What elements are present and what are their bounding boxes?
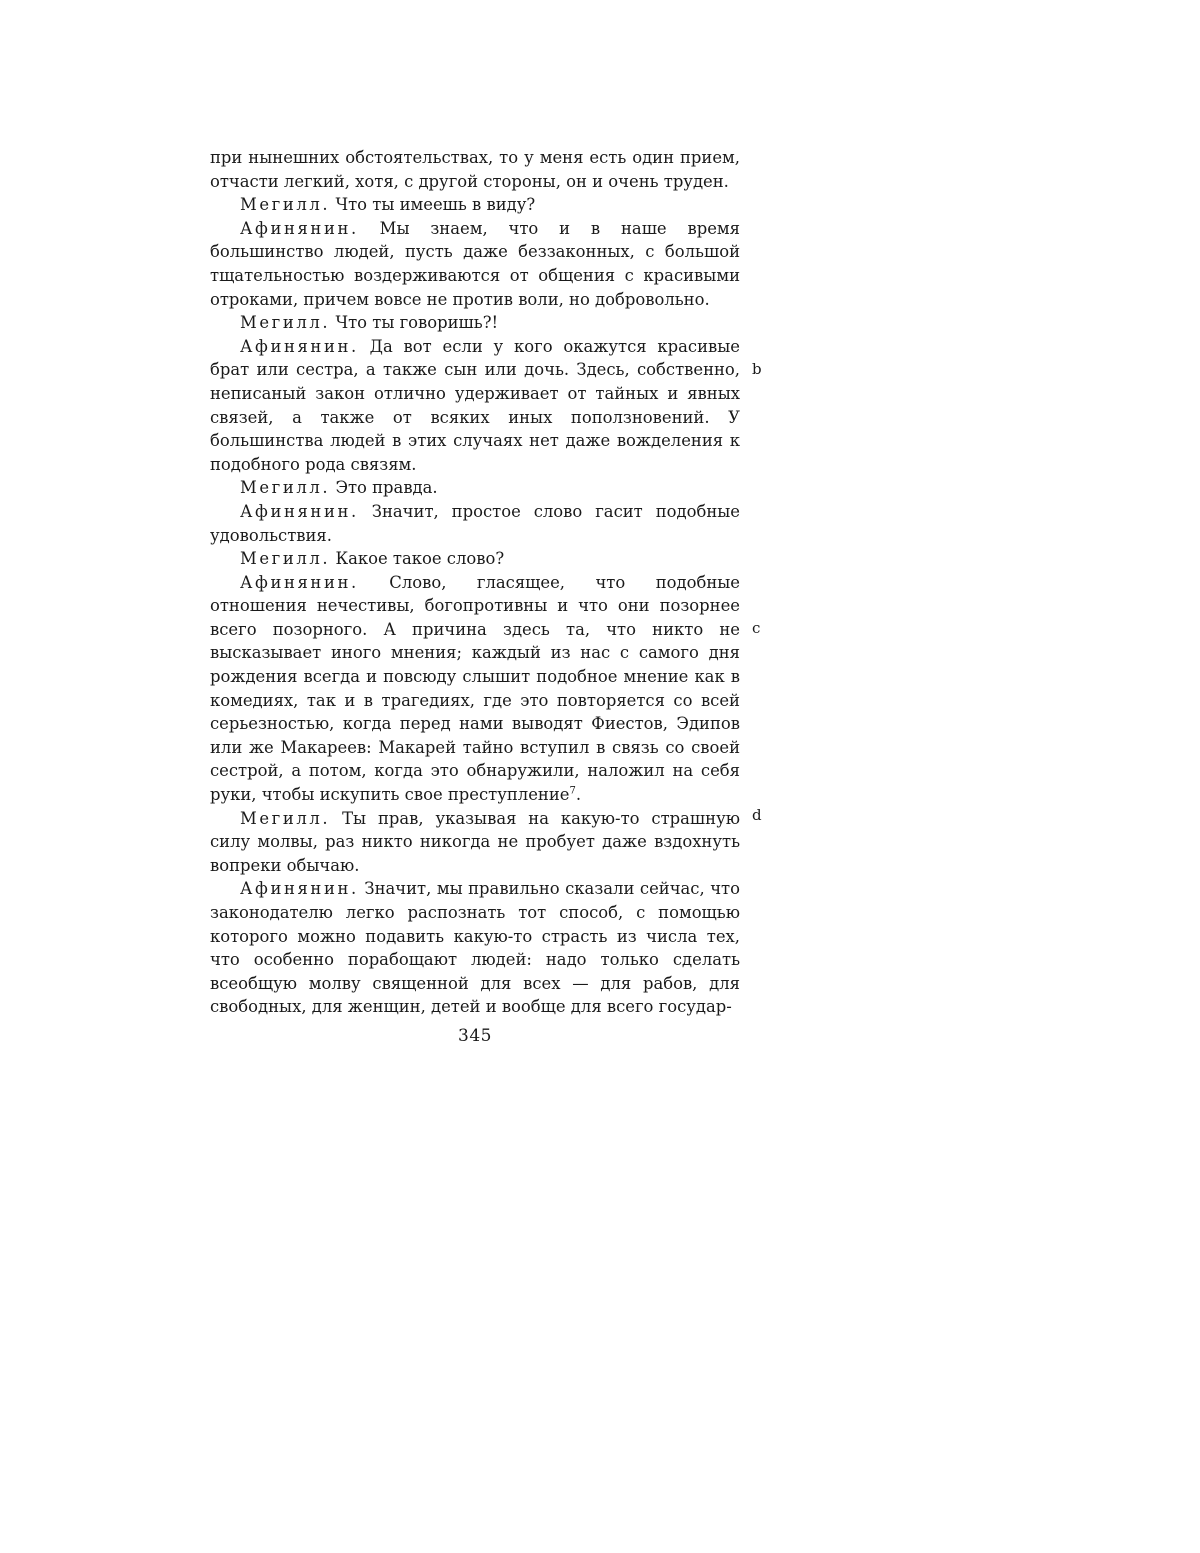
paragraph-10-text: Значит, мы правильно сказали сейчас, что законодателю легко распознать тот способ, с помощью которого можно подавить какую-то страсть из числа тех, что особенно порабощают людей: надо только сделать всеобщую молву священной для всех — для рабов, для свободных, для женщин, детей и вообще для всего государ- <box>210 879 740 1017</box>
paragraph-9-text: Ты прав, указывая на какую-то страшную силу молвы, раз никто никогда не пробует даже вздохнуть вопреки обычаю. <box>210 808 740 875</box>
paragraph-8-text: Слово, гласящее, что подобные отношения нечестивы, богопротивны и что они позорнее всего позорного. А причина здесь та, что никто не высказывает иного мнения; каждый из нас с самого дня рождения всегда и повсюду слышит подобное мнение как в комедиях, так и в трагедиях, где это повторяется со всей серьезностью, когда перед нами выводят Фиестов, Эдипов или же Макареев: Макарей тайно вступил в связь со своей сестрой, а потом, когда это обнаружили, наложил на себя руки, чтобы искупить свое преступление <box>210 572 740 805</box>
speaker-name: Мегилл. <box>240 549 331 569</box>
paragraph-3 <box>210 311 740 335</box>
paragraph-8-tail: . <box>575 785 582 805</box>
speaker-name: Афинянин. <box>240 336 359 356</box>
paragraph-6 <box>210 500 740 547</box>
speaker-name: Афинянин. <box>240 879 359 899</box>
speaker-name: Афинянин. <box>240 218 359 238</box>
book-page <box>210 146 740 1046</box>
paragraph-2-text: Мы знаем, что и в наше время большинство людей, пусть даже беззаконных, с большой тщательностью воздерживаются от общения с красивыми отроками, причем вовсе не против воли, но добровольно. <box>210 218 740 309</box>
paragraph-7 <box>210 547 740 571</box>
page-body <box>210 146 740 1019</box>
paragraph-0 <box>210 146 740 193</box>
speaker-name: Афинянин. <box>240 572 359 592</box>
paragraph-9 <box>210 807 740 878</box>
speaker-name: Афинянин. <box>240 501 359 521</box>
paragraph-4 <box>210 335 740 477</box>
paragraph-1-text: Что ты имеешь в виду? <box>330 195 536 215</box>
paragraph-0-text: при нынешних обстоятельствах, то у меня есть один прием, отчасти легкий, хотя, с другой стороны, он и очень труден. <box>210 148 740 191</box>
margin-letter-d: d <box>752 806 762 824</box>
paragraph-1 <box>210 193 740 217</box>
paragraph-5-text: Это правда. <box>330 478 438 498</box>
footnote-marker[interactable]: 7 <box>569 785 576 797</box>
paragraph-3-text: Что ты говоришь?! <box>330 313 499 333</box>
speaker-name: Мегилл. <box>240 808 331 828</box>
paragraph-4-text: Да вот если у кого окажутся красивые брат или сестра, а также сын или дочь. Здесь, собственно, неписаный закон отлично удерживает от тайных и явных связей, а также от всяких иных поползновений. У большинства людей в этих случаях нет даже вожделения к подобного рода связям. <box>210 336 740 474</box>
speaker-name: Мегилл. <box>240 313 331 333</box>
paragraph-7-text: Какое такое слово? <box>330 549 505 569</box>
paragraph-2 <box>210 217 740 311</box>
margin-letter-b: b <box>752 360 762 378</box>
page-number: 345 <box>458 1026 492 1046</box>
paragraph-10 <box>210 877 740 1019</box>
margin-letter-c: c <box>752 619 761 637</box>
paragraph-8 <box>210 571 740 807</box>
paragraph-6-text: Значит, простое слово гасит подобные удовольствия. <box>210 501 740 545</box>
paragraph-5 <box>210 476 740 500</box>
speaker-name: Мегилл. <box>240 478 331 498</box>
speaker-name: Мегилл. <box>240 195 331 215</box>
